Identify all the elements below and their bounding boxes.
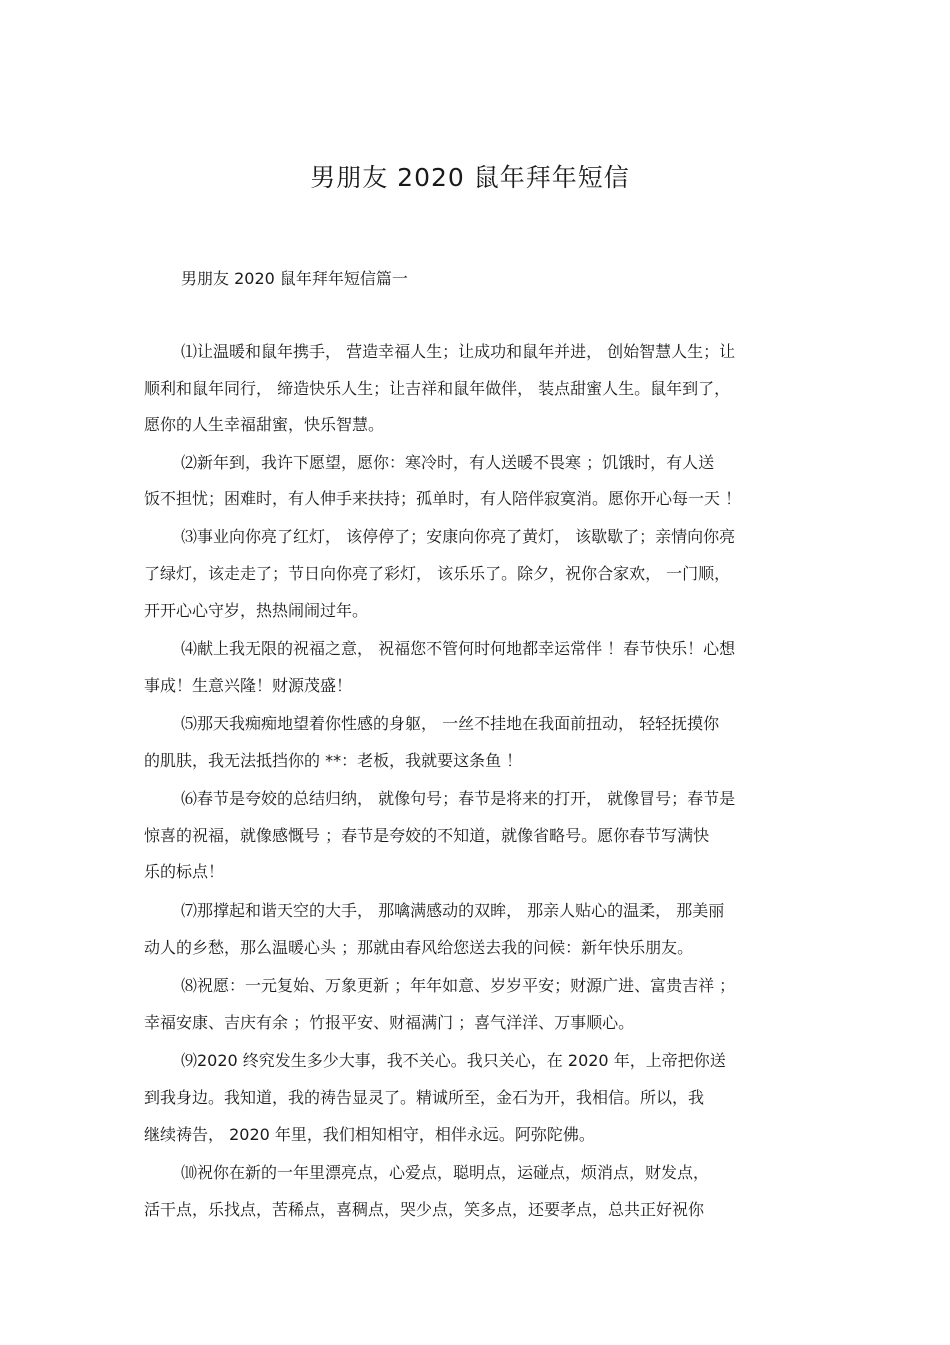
paragraph-line: ⑴让温暖和鼠年携手， 营造幸福人生；让成功和鼠年并进， 创始智慧人生；让 bbox=[181, 342, 736, 361]
paragraph-line: 愿你的人生幸福甜蜜，快乐智慧。 bbox=[144, 415, 385, 434]
paragraph-line: 开开心心守岁，热热闹闹过年。 bbox=[144, 601, 369, 620]
paragraph-line: 事成！生意兴隆！财源茂盛！ bbox=[144, 676, 353, 695]
paragraph-line: ⑺那撑起和谐天空的大手， 那噙满感动的双眸， 那亲人贴心的温柔， 那美丽 bbox=[181, 901, 725, 920]
paragraph-line: 动人的乡愁，那么温暖心头 ；那就由春风给您送去我的问候：新年快乐朋友。 bbox=[144, 938, 694, 957]
paragraph-line: ⑵新年到，我许下愿望，愿你：寒冷时，有人送暖不畏寒 ；饥饿时，有人送 bbox=[181, 453, 715, 472]
paragraph-line: 乐的标点！ bbox=[144, 862, 225, 881]
paragraph-line: ⑶事业向你亮了红灯， 该停停了；安康向你亮了黄灯， 该歇歇了；亲情向你亮 bbox=[181, 527, 736, 546]
paragraph-line: ⑷献上我无限的祝福之意， 祝福您不管何时何地都幸运常伴 ！春节快乐！心想 bbox=[181, 639, 736, 658]
paragraph-line: ⑽祝你在新的一年里漂亮点，心爱点，聪明点，运碰点，烦消点，财发点， bbox=[181, 1163, 710, 1182]
paragraph-line: 惊喜的祝福，就像感慨号 ；春节是夸姣的不知道，就像省略号。愿你春节写满快 bbox=[144, 826, 710, 845]
paragraph-line: ⑹春节是夸姣的总结归纳， 就像句号；春节是将来的打开， 就像冒号；春节是 bbox=[181, 789, 736, 808]
paragraph-line: 活干点，乐找点，苦稀点，喜稠点，哭少点，笑多点，还要孝点，总共正好祝你 bbox=[144, 1200, 705, 1219]
document-title: 男朋友 2020 鼠年拜年短信 bbox=[310, 163, 630, 192]
paragraph-line: 的肌肤，我无法抵挡你的 **：老板，我就要这条鱼 ！ bbox=[144, 751, 523, 770]
section-heading: 男朋友 2020 鼠年拜年短信篇一 bbox=[181, 269, 408, 288]
paragraph-line: 到我身边。我知道，我的祷告显灵了。精诚所至，金石为开，我相信。所以，我 bbox=[144, 1088, 705, 1107]
paragraph-line: 了绿灯，该走走了；节日向你亮了彩灯， 该乐乐了。除夕，祝你合家欢， 一门顺， bbox=[144, 564, 731, 583]
paragraph-line: ⑻祝愿：一元复始、万象更新 ；年年如意、岁岁平安；财源广进、富贵吉祥 ； bbox=[181, 976, 736, 995]
paragraph-line: 幸福安康、吉庆有余 ；竹报平安、财福满门 ；喜气洋洋、万事顺心。 bbox=[144, 1013, 635, 1032]
paragraph-line: 继续祷告， 2020 年里，我们相知相守，相伴永远。阿弥陀佛。 bbox=[144, 1125, 595, 1144]
paragraph-line: 饭不担忧；困难时，有人伸手来扶持；孤单时，有人陪伴寂寞消。愿你开心每一天 ！ bbox=[144, 489, 742, 508]
paragraph-line: 顺利和鼠年同行， 缔造快乐人生；让吉祥和鼠年做伴， 装点甜蜜人生。鼠年到了， bbox=[144, 379, 731, 398]
paragraph-line: ⑼2020 终究发生多少大事，我不关心。我只关心，在 2020 年，上帝把你送 bbox=[181, 1051, 726, 1070]
paragraph-line: ⑸那天我痴痴地望着你性感的身躯， 一丝不挂地在我面前扭动， 轻轻抚摸你 bbox=[181, 714, 720, 733]
